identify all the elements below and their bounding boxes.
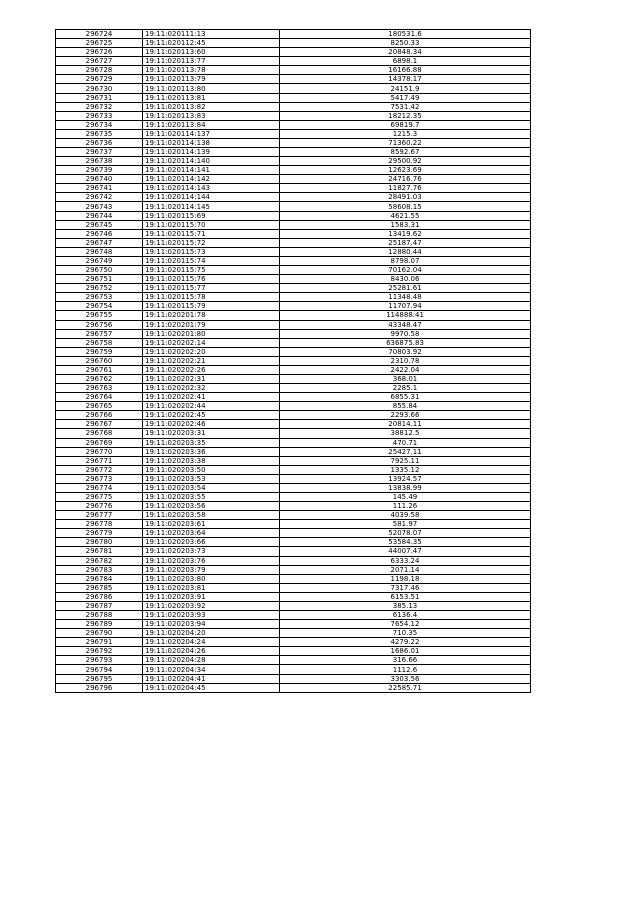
cell-value: 12623.69 — [280, 166, 531, 175]
cell-value: 11707.94 — [280, 302, 531, 311]
cell-number: 296787 — [56, 601, 143, 610]
table-row — [56, 102, 531, 111]
table-row — [56, 547, 531, 556]
table-row — [56, 184, 531, 193]
cell-number: 296733 — [56, 111, 143, 120]
cell-number: 296735 — [56, 129, 143, 138]
data-table — [55, 29, 531, 693]
cell-value: 470.71 — [280, 438, 531, 447]
cell-value: 710.35 — [280, 629, 531, 638]
table-row — [56, 157, 531, 166]
cell-cadastral-code: 19:11:020203:53 — [143, 474, 280, 483]
cell-value: 20814.11 — [280, 420, 531, 429]
table-row — [56, 229, 531, 238]
cell-number: 296728 — [56, 66, 143, 75]
cell-number: 296760 — [56, 356, 143, 365]
cell-cadastral-code: 19:11:020115:77 — [143, 284, 280, 293]
table-row — [56, 520, 531, 529]
table-row — [56, 48, 531, 57]
cell-number: 296759 — [56, 347, 143, 356]
cell-cadastral-code: 19:11:020204:26 — [143, 647, 280, 656]
table-row — [56, 120, 531, 129]
cell-number: 296785 — [56, 583, 143, 592]
cell-cadastral-code: 19:11:020114:141 — [143, 166, 280, 175]
table-row — [56, 656, 531, 665]
cell-value: 2071.14 — [280, 565, 531, 574]
cell-number: 296777 — [56, 511, 143, 520]
cell-number: 296783 — [56, 565, 143, 574]
cell-number: 296730 — [56, 84, 143, 93]
cell-value: 25427.11 — [280, 447, 531, 456]
cell-cadastral-code: 19:11:020115:75 — [143, 266, 280, 275]
cell-value: 4039.58 — [280, 511, 531, 520]
cell-value: 6333.24 — [280, 556, 531, 565]
cell-value: 2285.1 — [280, 384, 531, 393]
cell-number: 296794 — [56, 665, 143, 674]
document-page — [55, 29, 531, 693]
table-row — [56, 511, 531, 520]
cell-cadastral-code: 19:11:020115:76 — [143, 275, 280, 284]
cell-value: 53584.35 — [280, 538, 531, 547]
cell-number: 296768 — [56, 429, 143, 438]
cell-cadastral-code: 19:11:020202:14 — [143, 338, 280, 347]
cell-number: 296765 — [56, 402, 143, 411]
cell-value: 581.97 — [280, 520, 531, 529]
cell-value: 2310.78 — [280, 356, 531, 365]
table-row — [56, 356, 531, 365]
cell-number: 296790 — [56, 629, 143, 638]
cell-cadastral-code: 19:11:020202:44 — [143, 402, 280, 411]
cell-number: 296742 — [56, 193, 143, 202]
cell-number: 296748 — [56, 247, 143, 256]
table-row — [56, 592, 531, 601]
cell-cadastral-code: 19:11:020113:82 — [143, 102, 280, 111]
cell-number: 296796 — [56, 683, 143, 692]
cell-cadastral-code: 19:11:020203:54 — [143, 483, 280, 492]
table-row — [56, 75, 531, 84]
table-row — [56, 302, 531, 311]
cell-number: 296726 — [56, 48, 143, 57]
cell-value: 2293.66 — [280, 411, 531, 420]
cell-cadastral-code: 19:11:020114:143 — [143, 184, 280, 193]
cell-number: 296752 — [56, 284, 143, 293]
cell-cadastral-code: 19:11:020115:72 — [143, 238, 280, 247]
table-row — [56, 384, 531, 393]
cell-value: 6855.31 — [280, 393, 531, 402]
cell-number: 296782 — [56, 556, 143, 565]
cell-number: 296751 — [56, 275, 143, 284]
table-row — [56, 275, 531, 284]
table-row — [56, 138, 531, 147]
cell-number: 296775 — [56, 492, 143, 501]
cell-value: 316.66 — [280, 656, 531, 665]
table-row — [56, 601, 531, 610]
cell-cadastral-code: 19:11:020203:81 — [143, 583, 280, 592]
cell-cadastral-code: 19:11:020201:78 — [143, 311, 280, 320]
table-row — [56, 320, 531, 329]
cell-number: 296741 — [56, 184, 143, 193]
table-row — [56, 492, 531, 501]
cell-number: 296738 — [56, 157, 143, 166]
cell-value: 4621.55 — [280, 211, 531, 220]
cell-number: 296763 — [56, 384, 143, 393]
cell-cadastral-code: 19:11:020203:31 — [143, 429, 280, 438]
cell-cadastral-code: 19:11:020203:76 — [143, 556, 280, 565]
cell-value: 11348.48 — [280, 293, 531, 302]
cell-cadastral-code: 19:11:020115:79 — [143, 302, 280, 311]
table-row — [56, 538, 531, 547]
cell-number: 296725 — [56, 39, 143, 48]
cell-cadastral-code: 19:11:020204:41 — [143, 674, 280, 683]
table-row — [56, 629, 531, 638]
cell-number: 296779 — [56, 529, 143, 538]
table-row — [56, 293, 531, 302]
cell-cadastral-code: 19:11:020202:26 — [143, 365, 280, 374]
table-row — [56, 111, 531, 120]
cell-cadastral-code: 19:11:020204:24 — [143, 638, 280, 647]
cell-cadastral-code: 19:11:020202:21 — [143, 356, 280, 365]
cell-value: 6136.4 — [280, 611, 531, 620]
cell-number: 296770 — [56, 447, 143, 456]
cell-value: 7925.11 — [280, 456, 531, 465]
table-row — [56, 429, 531, 438]
cell-number: 296727 — [56, 57, 143, 66]
cell-value: 44007.47 — [280, 547, 531, 556]
cell-cadastral-code: 19:11:020201:80 — [143, 329, 280, 338]
cell-value: 16166.88 — [280, 66, 531, 75]
table-row — [56, 674, 531, 683]
cell-value: 8592.67 — [280, 148, 531, 157]
cell-number: 296772 — [56, 465, 143, 474]
table-row — [56, 202, 531, 211]
cell-number: 296792 — [56, 647, 143, 656]
cell-cadastral-code: 19:11:020113:84 — [143, 120, 280, 129]
cell-number: 296761 — [56, 365, 143, 374]
table-row — [56, 129, 531, 138]
cell-cadastral-code: 19:11:020203:58 — [143, 511, 280, 520]
cell-value: 8430.06 — [280, 275, 531, 284]
cell-value: 11827.76 — [280, 184, 531, 193]
cell-value: 5417.49 — [280, 93, 531, 102]
cell-number: 296746 — [56, 229, 143, 238]
cell-number: 296789 — [56, 620, 143, 629]
cell-cadastral-code: 19:11:020203:79 — [143, 565, 280, 574]
cell-number: 296786 — [56, 592, 143, 601]
cell-cadastral-code: 19:11:020203:93 — [143, 611, 280, 620]
cell-cadastral-code: 19:11:020114:142 — [143, 175, 280, 184]
cell-number: 296795 — [56, 674, 143, 683]
cell-value: 28491.03 — [280, 193, 531, 202]
cell-number: 296729 — [56, 75, 143, 84]
cell-number: 296756 — [56, 320, 143, 329]
cell-number: 296767 — [56, 420, 143, 429]
cell-cadastral-code: 19:11:020113:80 — [143, 84, 280, 93]
table-row — [56, 256, 531, 265]
table-row — [56, 456, 531, 465]
cell-cadastral-code: 19:11:020204:28 — [143, 656, 280, 665]
cell-value: 1198.18 — [280, 574, 531, 583]
cell-cadastral-code: 19:11:020203:35 — [143, 438, 280, 447]
cell-value: 25187.47 — [280, 238, 531, 247]
cell-cadastral-code: 19:11:020113:60 — [143, 48, 280, 57]
cell-value: 636875.83 — [280, 338, 531, 347]
cell-value: 70162.04 — [280, 266, 531, 275]
cell-value: 1335.12 — [280, 465, 531, 474]
cell-number: 296740 — [56, 175, 143, 184]
cell-number: 296758 — [56, 338, 143, 347]
table-row — [56, 266, 531, 275]
cell-cadastral-code: 19:11:020204:20 — [143, 629, 280, 638]
table-row — [56, 665, 531, 674]
table-row — [56, 447, 531, 456]
cell-cadastral-code: 19:11:020203:91 — [143, 592, 280, 601]
cell-number: 296724 — [56, 30, 143, 39]
cell-value: 111.26 — [280, 502, 531, 511]
cell-number: 296737 — [56, 148, 143, 157]
cell-value: 1583.31 — [280, 220, 531, 229]
cell-cadastral-code: 19:11:020115:71 — [143, 229, 280, 238]
cell-value: 43348.47 — [280, 320, 531, 329]
cell-number: 296731 — [56, 93, 143, 102]
cell-value: 14378.17 — [280, 75, 531, 84]
cell-cadastral-code: 19:11:020203:55 — [143, 492, 280, 501]
cell-number: 296793 — [56, 656, 143, 665]
cell-cadastral-code: 19:11:020115:69 — [143, 211, 280, 220]
cell-value: 12880.44 — [280, 247, 531, 256]
cell-value: 8250.33 — [280, 39, 531, 48]
table-row — [56, 57, 531, 66]
cell-number: 296776 — [56, 502, 143, 511]
cell-number: 296743 — [56, 202, 143, 211]
cell-number: 296754 — [56, 302, 143, 311]
cell-cadastral-code: 19:11:020113:79 — [143, 75, 280, 84]
cell-number: 296755 — [56, 311, 143, 320]
cell-cadastral-code: 19:11:020202:41 — [143, 393, 280, 402]
cell-value: 69819.7 — [280, 120, 531, 129]
cell-number: 296780 — [56, 538, 143, 547]
cell-value: 1215.3 — [280, 129, 531, 138]
cell-cadastral-code: 19:11:020202:20 — [143, 347, 280, 356]
cell-value: 7654.12 — [280, 620, 531, 629]
cell-number: 296774 — [56, 483, 143, 492]
cell-cadastral-code: 19:11:020114:138 — [143, 138, 280, 147]
cell-value: 13924.57 — [280, 474, 531, 483]
table-row — [56, 374, 531, 383]
cell-cadastral-code: 19:11:020115:78 — [143, 293, 280, 302]
table-row — [56, 84, 531, 93]
cell-cadastral-code: 19:11:020203:92 — [143, 601, 280, 610]
cell-number: 296753 — [56, 293, 143, 302]
cell-cadastral-code: 19:11:020112:45 — [143, 39, 280, 48]
cell-value: 20848.34 — [280, 48, 531, 57]
cell-value: 29500.92 — [280, 157, 531, 166]
table-row — [56, 284, 531, 293]
cell-cadastral-code: 19:11:020203:73 — [143, 547, 280, 556]
cell-value: 385.13 — [280, 601, 531, 610]
cell-cadastral-code: 19:11:020203:94 — [143, 620, 280, 629]
cell-number: 296766 — [56, 411, 143, 420]
cell-number: 296781 — [56, 547, 143, 556]
cell-value: 22585.71 — [280, 683, 531, 692]
cell-cadastral-code: 19:11:020114:140 — [143, 157, 280, 166]
cell-number: 296769 — [56, 438, 143, 447]
cell-cadastral-code: 19:11:020203:36 — [143, 447, 280, 456]
cell-number: 296747 — [56, 238, 143, 247]
cell-value: 8798.07 — [280, 256, 531, 265]
table-row — [56, 365, 531, 374]
cell-cadastral-code: 19:11:020113:77 — [143, 57, 280, 66]
cell-number: 296739 — [56, 166, 143, 175]
table-row — [56, 211, 531, 220]
cell-cadastral-code: 19:11:020115:74 — [143, 256, 280, 265]
table-row — [56, 647, 531, 656]
cell-value: 71360.22 — [280, 138, 531, 147]
table-row — [56, 193, 531, 202]
cell-value: 70803.92 — [280, 347, 531, 356]
table-row — [56, 683, 531, 692]
cell-value: 6898.1 — [280, 57, 531, 66]
cell-value: 1686.01 — [280, 647, 531, 656]
cell-cadastral-code: 19:11:020111:13 — [143, 30, 280, 39]
table-row — [56, 338, 531, 347]
cell-cadastral-code: 19:11:020201:79 — [143, 320, 280, 329]
cell-cadastral-code: 19:11:020114:145 — [143, 202, 280, 211]
table-row — [56, 611, 531, 620]
table-row — [56, 66, 531, 75]
cell-value: 13419.62 — [280, 229, 531, 238]
cell-number: 296771 — [56, 456, 143, 465]
cell-cadastral-code: 19:11:020203:50 — [143, 465, 280, 474]
cell-value: 368.01 — [280, 374, 531, 383]
cell-value: 180531.6 — [280, 30, 531, 39]
table-row — [56, 529, 531, 538]
cell-value: 1112.6 — [280, 665, 531, 674]
cell-value: 855.84 — [280, 402, 531, 411]
cell-value: 13838.99 — [280, 483, 531, 492]
cell-cadastral-code: 19:11:020113:78 — [143, 66, 280, 75]
cell-number: 296732 — [56, 102, 143, 111]
cell-value: 7317.46 — [280, 583, 531, 592]
table-row — [56, 402, 531, 411]
cell-number: 296736 — [56, 138, 143, 147]
table-row — [56, 565, 531, 574]
table-row — [56, 574, 531, 583]
cell-value: 3303.56 — [280, 674, 531, 683]
table-row — [56, 638, 531, 647]
cell-number: 296773 — [56, 474, 143, 483]
table-row — [56, 556, 531, 565]
cell-cadastral-code: 19:11:020115:73 — [143, 247, 280, 256]
cell-cadastral-code: 19:11:020203:56 — [143, 502, 280, 511]
table-row — [56, 220, 531, 229]
cell-cadastral-code: 19:11:020113:81 — [143, 93, 280, 102]
cell-number: 296764 — [56, 393, 143, 402]
cell-number: 296734 — [56, 120, 143, 129]
cell-value: 7531.42 — [280, 102, 531, 111]
table-row — [56, 502, 531, 511]
table-row — [56, 30, 531, 39]
cell-value: 24716.76 — [280, 175, 531, 184]
cell-cadastral-code: 19:11:020203:66 — [143, 538, 280, 547]
table-row — [56, 483, 531, 492]
table-row — [56, 347, 531, 356]
cell-value: 145.49 — [280, 492, 531, 501]
table-row — [56, 393, 531, 402]
table-row — [56, 465, 531, 474]
table-row — [56, 238, 531, 247]
table-row — [56, 420, 531, 429]
cell-cadastral-code: 19:11:020203:64 — [143, 529, 280, 538]
cell-value: 9970.58 — [280, 329, 531, 338]
cell-number: 296791 — [56, 638, 143, 647]
cell-cadastral-code: 19:11:020114:139 — [143, 148, 280, 157]
cell-value: 2422.04 — [280, 365, 531, 374]
cell-cadastral-code: 19:11:020115:70 — [143, 220, 280, 229]
table-row — [56, 93, 531, 102]
cell-number: 296745 — [56, 220, 143, 229]
table-row — [56, 411, 531, 420]
table-body — [56, 30, 531, 693]
table-row — [56, 583, 531, 592]
cell-number: 296749 — [56, 256, 143, 265]
table-row — [56, 39, 531, 48]
cell-cadastral-code: 19:11:020204:45 — [143, 683, 280, 692]
cell-value: 4279.22 — [280, 638, 531, 647]
cell-cadastral-code: 19:11:020203:80 — [143, 574, 280, 583]
cell-value: 6153.51 — [280, 592, 531, 601]
table-row — [56, 166, 531, 175]
table-row — [56, 311, 531, 320]
cell-value: 52078.07 — [280, 529, 531, 538]
cell-number: 296788 — [56, 611, 143, 620]
cell-cadastral-code: 19:11:020114:137 — [143, 129, 280, 138]
cell-value: 58608.15 — [280, 202, 531, 211]
table-row — [56, 438, 531, 447]
cell-cadastral-code: 19:11:020113:83 — [143, 111, 280, 120]
cell-number: 296750 — [56, 266, 143, 275]
cell-cadastral-code: 19:11:020202:46 — [143, 420, 280, 429]
cell-value: 114888.41 — [280, 311, 531, 320]
cell-number: 296744 — [56, 211, 143, 220]
cell-number: 296757 — [56, 329, 143, 338]
table-row — [56, 620, 531, 629]
cell-cadastral-code: 19:11:020203:38 — [143, 456, 280, 465]
table-row — [56, 474, 531, 483]
cell-cadastral-code: 19:11:020114:144 — [143, 193, 280, 202]
cell-cadastral-code: 19:11:020204:34 — [143, 665, 280, 674]
cell-value: 25281.61 — [280, 284, 531, 293]
cell-number: 296778 — [56, 520, 143, 529]
cell-cadastral-code: 19:11:020202:31 — [143, 374, 280, 383]
cell-value: 38812.5 — [280, 429, 531, 438]
table-row — [56, 148, 531, 157]
cell-cadastral-code: 19:11:020202:45 — [143, 411, 280, 420]
cell-number: 296784 — [56, 574, 143, 583]
table-row — [56, 247, 531, 256]
cell-number: 296762 — [56, 374, 143, 383]
table-row — [56, 175, 531, 184]
cell-cadastral-code: 19:11:020202:32 — [143, 384, 280, 393]
table-row — [56, 329, 531, 338]
cell-value: 24151.9 — [280, 84, 531, 93]
cell-cadastral-code: 19:11:020203:61 — [143, 520, 280, 529]
cell-value: 18212.35 — [280, 111, 531, 120]
